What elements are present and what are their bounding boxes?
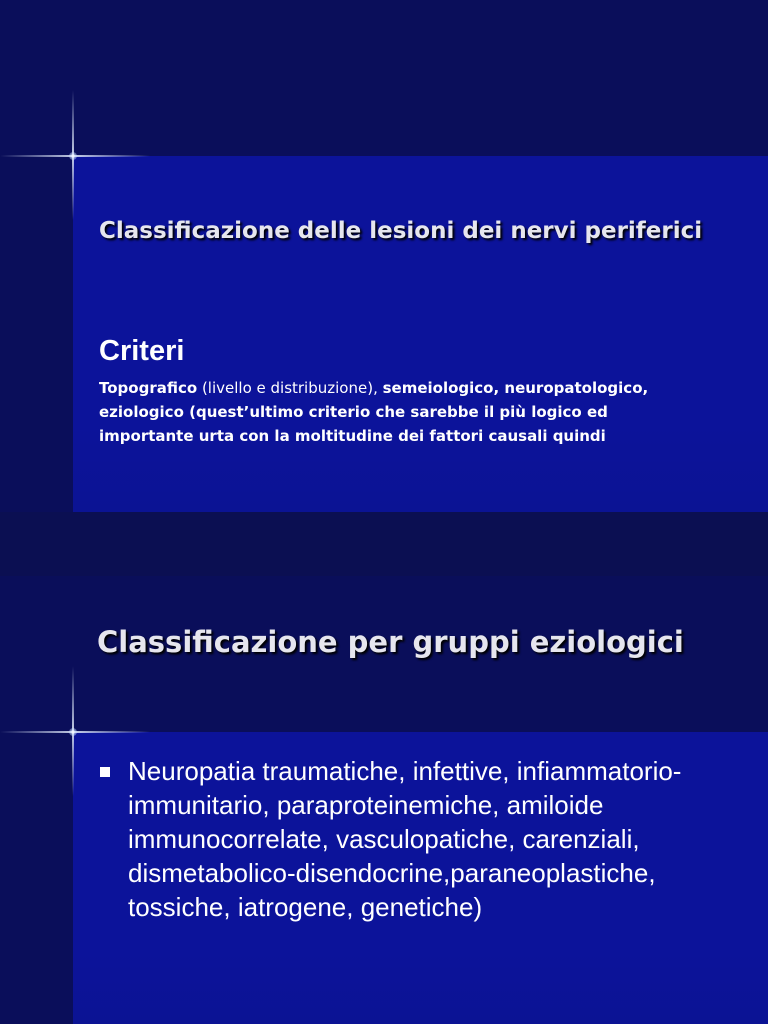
flare-star-decoration	[69, 728, 77, 736]
square-bullet-icon	[100, 767, 110, 777]
criteria-heading: Criteri	[99, 335, 185, 367]
slide-2	[0, 576, 768, 1024]
slide-header-panel	[0, 0, 768, 156]
slide-separator	[0, 512, 768, 576]
criteria-others: semeiologico, neuropatologico, eziologico (quest’ultimo criterio che sarebbe il più logico ed importante urta con la moltitudine dei fattori causali quindi	[99, 379, 649, 445]
list-item	[100, 754, 740, 924]
slide-title: Classificazione per gruppi eziologici	[97, 625, 684, 659]
slide-side-panel	[0, 0, 73, 512]
list-item-text: Neuropatia traumatiche, infettive, infiammatorio-immunitario, paraproteinemiche, amiloide immunocorrelate, vasculopatiche, carenziali, dismetabolico-disendocrine,paraneoplastiche, tossiche, iatrogene, genetiche)	[128, 756, 682, 922]
slide-title: Classificazione delle lesioni dei nervi periferici	[99, 218, 703, 244]
criteria-topographic-note: (livello e distribuzione),	[197, 379, 383, 397]
criteria-topographic: Topografico	[99, 379, 198, 397]
flare-star-decoration	[69, 152, 77, 160]
slide-side-panel	[0, 576, 73, 1024]
criteria-text	[99, 376, 659, 448]
etiology-list	[100, 754, 740, 924]
